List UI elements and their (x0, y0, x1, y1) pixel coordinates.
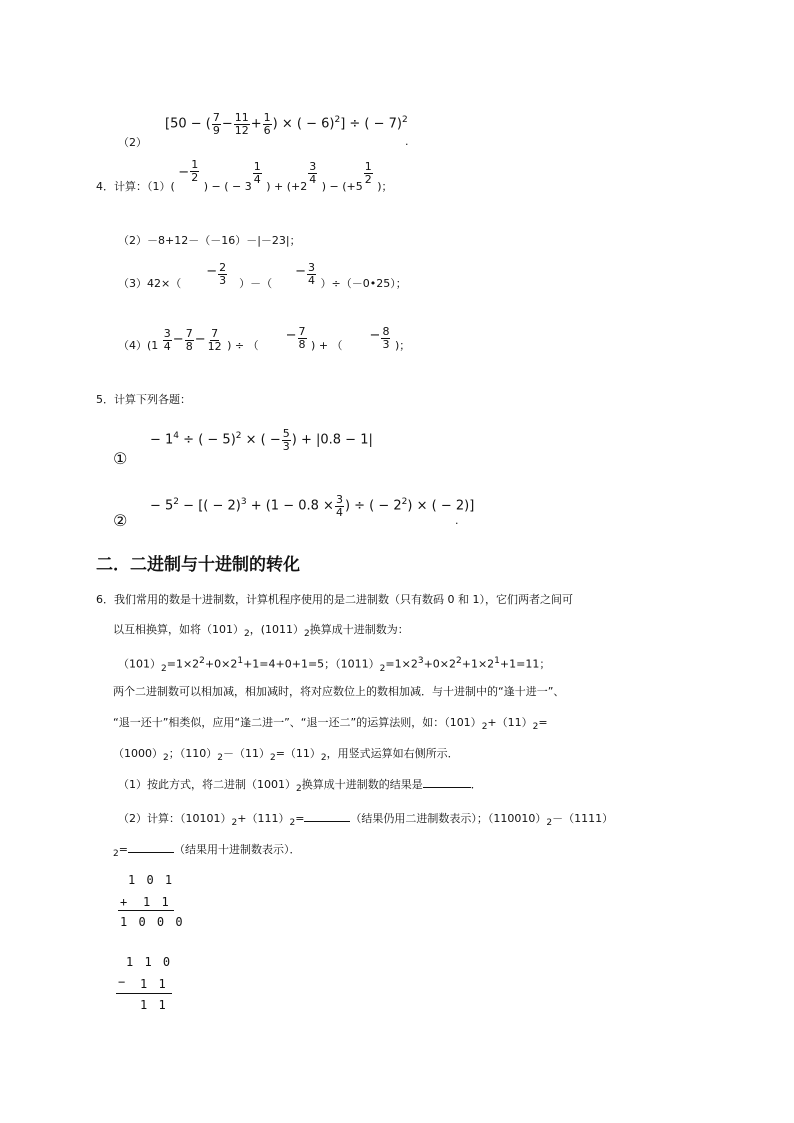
section-heading: 二．二进制与十进制的转化 (96, 555, 300, 575)
fraction: $\frac{7}{9}$ (212, 111, 220, 137)
fraction: $\frac{5}{3}$ (282, 427, 290, 453)
fraction: $\frac{3}{4}$ (163, 327, 171, 353)
fraction: $\frac{7}{8}$ (298, 325, 306, 351)
item-6-line-3: $(101)_2=1\times 2^2+0\times 2^1+1=4+0+1=5$；$(1011)_2=1\times 2^3+0\times 2^2+1\times 2^1+1=11$； (118, 656, 551, 674)
fraction: $\frac{1}{2}$ (364, 160, 372, 186)
item-6-line-4: 两个二进制数可以相加减，相加减时，将对应数位上的数相加减．与十进制中的“逢十进一”、 (113, 685, 565, 698)
fraction: $\frac{7}{12}$ (207, 327, 222, 353)
item-4-line-2: （2）－8+12－（－16）－|－23|； (118, 234, 301, 247)
answer-blank[interactable] (128, 840, 174, 853)
item-6-line-6: $(1000)_2$；$(110)_2-(11)_2=(11)_2$，用竖式运算如右侧所示． (113, 747, 459, 764)
addition-addend: 1 1 (143, 895, 171, 909)
fraction: $\frac{7}{8}$ (185, 327, 193, 353)
item-6-question-2-cont: $_2$= （结果用十进制数表示）． (113, 840, 300, 864)
item-6-line-5: “退一还十”相类似，应用“逢二进一”、“退一还二”的运算法则，如：$(101)_2+(11)_2=$ (113, 716, 548, 733)
fraction: $\frac{1}{6}$ (263, 111, 271, 137)
fraction: $\frac{3}{4}$ (308, 261, 316, 287)
period: . (455, 514, 459, 527)
item-6-question-2: （2）计算：$(10101)_2+(111)_2=$ （结果仍用二进制数表示）；$(110010)_2-(1111)$ (118, 809, 613, 833)
item-4-line-1: 4．计算：（1）( − $\frac{1}{2}$ ) − ( − 3 $\frac{1}{4}$ ) + (+2 $\frac{3}{4}$ ) − (+5 $\frac{1}{2}$ )； (96, 158, 393, 194)
item-5-title: 5．计算下列各题： (96, 393, 191, 406)
subtraction-operator: − (118, 975, 128, 989)
subtraction-subtrahend: 1 1 (140, 977, 168, 991)
period: . (405, 135, 409, 148)
addition-rule (118, 910, 174, 911)
fraction: $\frac{11}{12}$ (234, 111, 249, 137)
item-4-line-4: （4）(1 $\frac{3}{4}$ − $\frac{7}{8}$ − $\frac{7}{12}$ ) ÷ （ − $\frac{7}{8}$ ) + （ − $\frac{8}{3}$ )； (118, 325, 411, 353)
answer-blank[interactable] (304, 809, 350, 822)
addition-top: 1 0 1 (128, 873, 175, 887)
item-5-expression-1: − $1^4$ ÷ ( − 5)$^2$ × ( − $\frac{5}{3}$ ) + |0.8 − 1| (150, 427, 373, 453)
item-3-2-label: （2） (118, 136, 147, 149)
subtraction-rule (116, 993, 172, 994)
fraction: $\frac{2}{3}$ (219, 261, 227, 287)
circled-1: ① (113, 449, 128, 468)
answer-blank[interactable] (423, 775, 471, 788)
circled-2: ② (113, 511, 128, 530)
item-4-line-3: （3）42×（ − $\frac{2}{3}$ ）－（ − $\frac{3}{4}$ ）÷（－0•25）； (118, 261, 407, 291)
fraction: $\frac{1}{4}$ (253, 160, 261, 186)
item-6-question-1: （1）按此方式，将二进制$(1001)_2$换算成十进制数的结果是 ． (118, 775, 482, 799)
item-6-line-2: 以互相换算，如将$(101)_2$，$(1011)_2$换算成十进制数为： (113, 623, 409, 640)
fraction: $\frac{1}{2}$ (191, 158, 199, 184)
fraction: $\frac{8}{3}$ (382, 325, 390, 351)
item-6-line-1: 6．我们常用的数是十进制数，计算机程序使用的是二进制数（只有数码 0 和 1），它们两者之间可 (96, 593, 573, 606)
fraction: $\frac{3}{4}$ (309, 160, 317, 186)
subtraction-top: 1 1 0 (126, 955, 173, 969)
item-5-expression-2: − $5^2$ − [( − 2)$^3$ + (1 − 0.8 × $\frac{3}{4}$ ) ÷ ( − $2^2$) × ( − 2)] (150, 493, 475, 519)
fraction: $\frac{3}{4}$ (335, 493, 343, 519)
addition-operator: + (120, 895, 130, 909)
addition-result: 1 0 0 0 (120, 915, 185, 929)
subtraction-result: 1 1 (140, 998, 168, 1012)
item-3-2-expression: [50 − ( $\frac{7}{9}$ − $\frac{11}{12}$ + $\frac{1}{6}$ ) × ( − 6)$^2$] ÷ ( − 7)$^2$ (165, 111, 408, 137)
